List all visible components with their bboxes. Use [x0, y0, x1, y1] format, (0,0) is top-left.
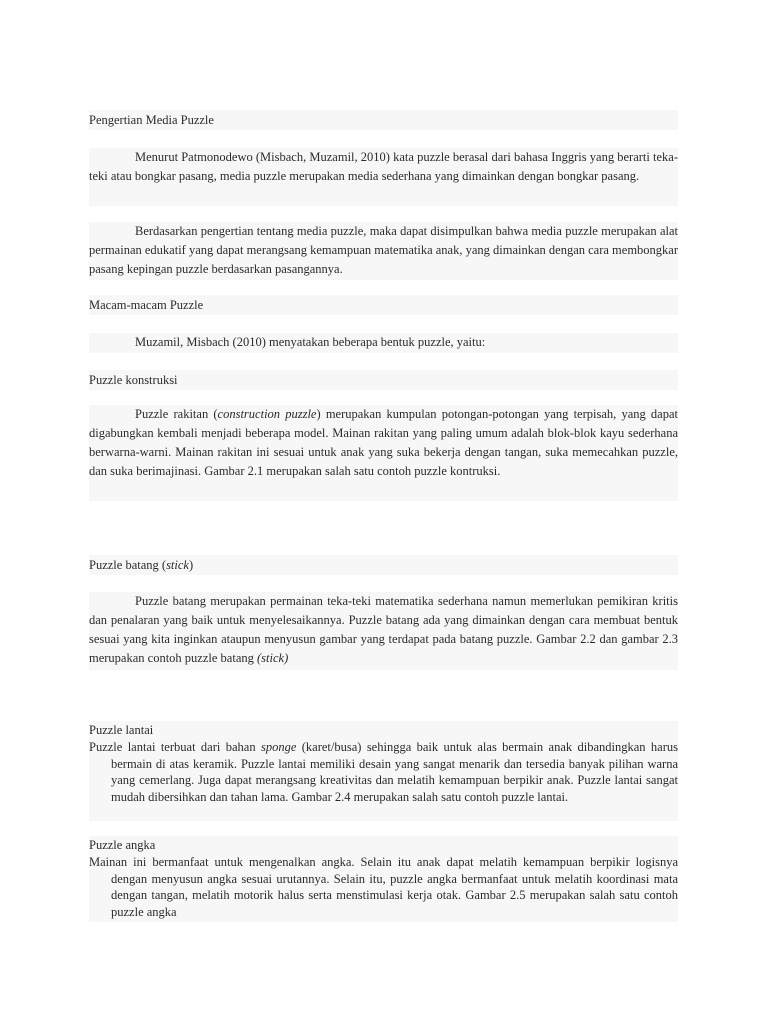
heading-angka: Puzzle angka	[89, 838, 156, 852]
konstruksi-term-italic: construction puzzle	[217, 407, 317, 421]
heading-lantai: Puzzle lantai	[89, 723, 154, 737]
batang-text-main: Puzzle batang merupakan permainan teka-teki matematika sederhana namun memerlukan pemikiran kritis dan penalaran yang baik untuk menyelesaikannya. Puzzle batang ada yang dimainkan dengan cara membuat bentuk sesuai yang kita inginkan ataupun menyusun gambar yang terdapat pada batang puzzle. Gambar 2.2 dan gambar 2.3 merupakan contoh puzzle batang	[89, 594, 678, 665]
paragraph-konstruksi	[89, 405, 678, 501]
heading-macam	[89, 295, 678, 315]
paragraph-angka-text: Mainan ini bermanfaat untuk mengenalkan angka. Selain itu anak dapat melatih kemampuan berpikir logisnya dengan menyusun angka sesuai urutannya. Selain itu, puzzle angka bermanfaat untuk melatih koordinasi mata dengan tangan, melatih motorik halus serta menstimulasi kerja otak. Gambar 2.5 merupakan salah satu contoh puzzle angka	[89, 855, 678, 919]
lantai-text-start: Puzzle lantai terbuat dari bahan	[89, 740, 261, 754]
paragraph-batang	[89, 592, 678, 670]
paragraph-pengertian-2	[89, 222, 678, 280]
heading-batang-end: )	[188, 558, 194, 572]
batang-term-italic: (stick)	[257, 651, 289, 665]
heading-macam-text: Macam-macam Puzzle	[89, 298, 204, 312]
paragraph-pengertian-1	[89, 148, 678, 206]
konstruksi-text-end: ) merupakan kumpulan potongan-potongan yang terpisah, yang dapat digabungkan kembali menjadi beberapa model. Mainan rakitan yang paling umum adalah blok-blok kayu sederhana berwarna-warni. Mainan rakitan ini sesuai untuk anak yang suka bekerja dengan tangan, suka memecahkan puzzle, dan suka berimajinasi. Gambar 2.1 merupakan salah satu contoh puzzle kontruksi.	[89, 407, 678, 478]
heading-pengertian-text: Pengertian Media Puzzle	[89, 113, 214, 127]
section-angka	[89, 836, 678, 922]
konstruksi-text-start: Puzzle rakitan (	[135, 407, 218, 421]
paragraph-macam	[89, 333, 678, 353]
heading-pengertian	[89, 110, 678, 130]
heading-konstruksi	[89, 370, 678, 390]
heading-batang-italic: stick	[166, 558, 189, 572]
paragraph-pengertian-2-text: Berdasarkan pengertian tentang media puzzle, maka dapat disimpulkan bahwa media puzzle merupakan alat permainan edukatif yang dapat merangsang kemampuan matematika anak, yang dimainkan dengan cara membongkar pasang kepingan puzzle berdasarkan pasangannya.	[89, 224, 679, 276]
paragraph-lantai-text	[89, 739, 678, 805]
heading-konstruksi-text: Puzzle konstruksi	[89, 373, 178, 387]
heading-batang-start: Puzzle batang (	[89, 558, 167, 572]
heading-batang	[89, 555, 678, 575]
lantai-term-italic: sponge	[260, 740, 297, 754]
paragraph-pengertian-1-text: Menurut Patmonodewo (Misbach, Muzamil, 2010) kata puzzle berasal dari bahasa Inggris yang berarti teka-teki atau bongkar pasang, media puzzle merupakan media sederhana yang dimainkan dengan bongkar pasang.	[89, 150, 678, 183]
section-lantai	[89, 721, 678, 821]
paragraph-batang-text	[89, 592, 678, 668]
paragraph-macam-text: Muzamil, Misbach (2010) menyatakan beberapa bentuk puzzle, yaitu:	[135, 335, 486, 349]
paragraph-konstruksi-text	[89, 405, 678, 481]
lantai-text-end: (karet/busa) sehingga baik untuk alas bermain anak dibandingkan harus bermain di atas keramik. Puzzle lantai memiliki desain yang sangat menarik dan tersedia banyak pilihan warna yang cemerlang. Juga dapat merangsang kreativitas dan melatih kemampuan berpikir anak. Puzzle lantai sangat mudah dibersihkan dan tahan lama. Gambar 2.4 merupakan salah satu contoh puzzle lantai.	[111, 740, 678, 804]
